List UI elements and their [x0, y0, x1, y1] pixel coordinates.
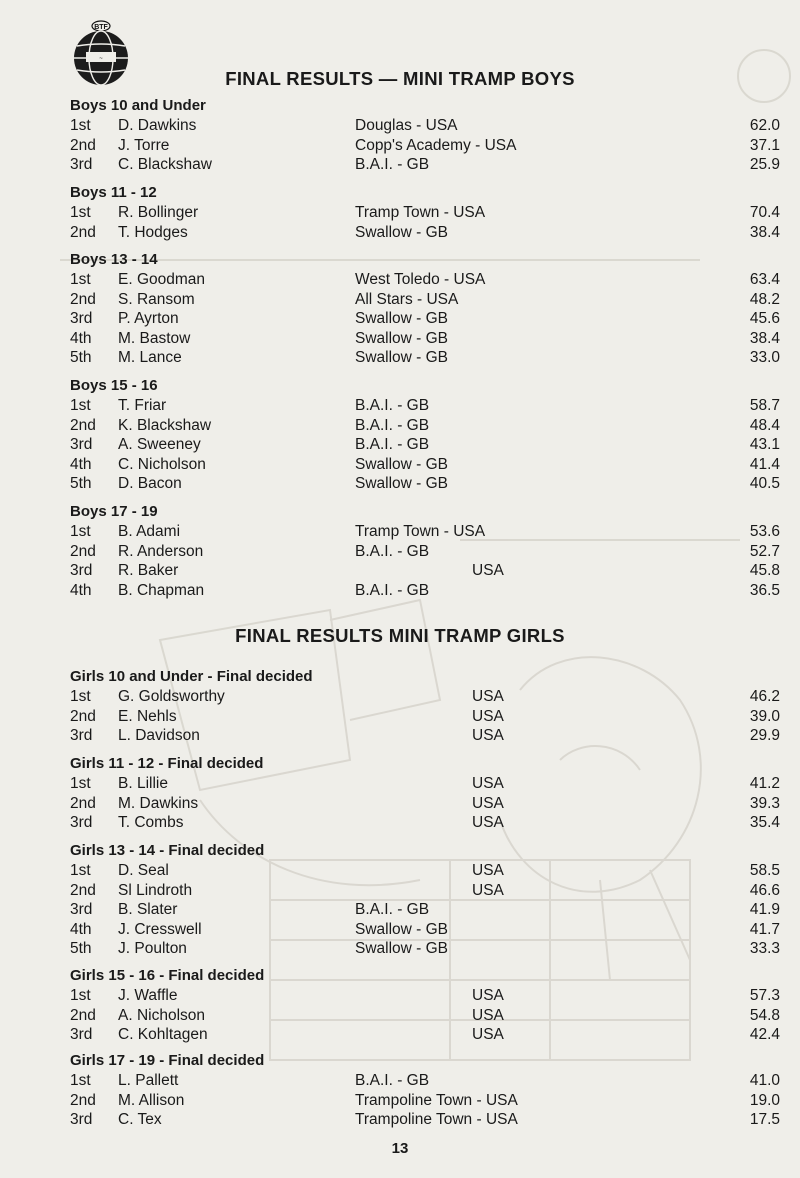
competitor-name: B. Chapman	[118, 581, 205, 599]
score: 17.5	[749, 1111, 780, 1129]
result-row	[0, 987, 800, 1007]
score: 39.3	[749, 794, 780, 812]
club-country: All Stars - USA	[355, 290, 459, 308]
club-country: USA	[472, 1026, 504, 1044]
placing: 2nd	[70, 136, 96, 154]
score: 37.1	[749, 136, 780, 154]
score: 41.7	[749, 920, 780, 938]
competitor-name: R. Anderson	[118, 542, 204, 560]
result-row	[0, 523, 800, 543]
result-row	[0, 814, 800, 834]
result-row	[0, 688, 800, 708]
placing: 2nd	[70, 542, 96, 560]
competitor-name: J. Poulton	[118, 940, 187, 958]
score: 35.4	[749, 814, 780, 832]
result-row	[0, 310, 800, 330]
score: 45.8	[749, 562, 780, 580]
placing: 4th	[70, 920, 92, 938]
competitor-name: B. Adami	[118, 523, 181, 540]
club-country: USA	[472, 688, 504, 705]
result-row	[0, 1026, 800, 1046]
result-row	[0, 882, 800, 902]
placing: 5th	[70, 940, 92, 958]
score: 70.4	[749, 204, 780, 221]
result-row	[0, 475, 800, 495]
result-row	[0, 727, 800, 747]
placing: 3rd	[70, 562, 93, 580]
result-row	[0, 921, 800, 941]
placing: 1st	[70, 397, 91, 414]
placing: 2nd	[70, 290, 96, 308]
placing: 4th	[70, 455, 92, 473]
group-title: Girls 11 - 12 - Final decided	[70, 755, 264, 772]
result-row	[0, 271, 800, 291]
competitor-name: S. Ransom	[118, 290, 195, 308]
score: 43.1	[749, 436, 780, 454]
placing: 1st	[70, 271, 91, 288]
score: 62.0	[749, 117, 780, 134]
placing: 2nd	[70, 794, 96, 812]
competitor-name: E. Nehls	[118, 707, 177, 725]
result-row	[0, 417, 800, 437]
score: 52.7	[749, 542, 780, 560]
score: 46.6	[749, 881, 780, 899]
placing: 3rd	[70, 310, 93, 328]
placing: 1st	[70, 775, 91, 792]
placing: 2nd	[70, 416, 96, 434]
club-country: USA	[472, 862, 504, 879]
club-country: USA	[472, 1006, 504, 1024]
result-row	[0, 436, 800, 456]
placing: 1st	[70, 688, 91, 705]
placing: 4th	[70, 581, 92, 599]
result-row	[0, 543, 800, 563]
club-country: B.A.I. - GB	[355, 156, 430, 174]
placing: 1st	[70, 117, 91, 134]
group-title: Boys 17 - 19	[70, 503, 158, 520]
club-country: Trampoline Town - USA	[355, 1111, 518, 1129]
result-row	[0, 901, 800, 921]
club-country: Douglas - USA	[355, 117, 458, 134]
result-row	[0, 456, 800, 476]
competitor-name: C. Tex	[118, 1111, 162, 1129]
club-country: USA	[472, 562, 504, 580]
competitor-name: C. Kohltagen	[118, 1026, 208, 1044]
club-country: Trampoline Town - USA	[355, 1091, 518, 1109]
competitor-name: C. Nicholson	[118, 455, 206, 473]
page-number: 13	[391, 1140, 409, 1157]
club-country: Swallow - GB	[355, 940, 449, 958]
competitor-name: E. Goodman	[118, 271, 206, 288]
competitor-name: B. Lillie	[118, 775, 168, 792]
club-country: Copp's Academy - USA	[355, 136, 517, 154]
competitor-name: D. Dawkins	[118, 117, 197, 134]
placing: 3rd	[70, 1026, 93, 1044]
score: 40.5	[749, 475, 780, 493]
score: 48.2	[749, 290, 780, 308]
score: 58.5	[749, 862, 780, 879]
club-country: B.A.I. - GB	[355, 901, 430, 919]
club-country: USA	[472, 881, 504, 899]
score: 54.8	[749, 1006, 780, 1024]
score: 45.6	[749, 310, 780, 328]
club-country: USA	[472, 727, 504, 745]
score: 33.3	[749, 940, 780, 958]
club-country: B.A.I. - GB	[355, 1072, 430, 1089]
competitor-name: D. Seal	[118, 862, 169, 879]
score: 33.0	[749, 349, 780, 367]
result-row	[0, 562, 800, 582]
club-country: USA	[472, 707, 504, 725]
club-country: West Toledo - USA	[355, 271, 486, 288]
result-row	[0, 1072, 800, 1092]
club-country: USA	[472, 987, 504, 1004]
result-row	[0, 117, 800, 137]
club-country: B.A.I. - GB	[355, 581, 430, 599]
competitor-name: G. Goldsworthy	[118, 688, 225, 705]
placing: 5th	[70, 475, 92, 493]
competitor-name: M. Allison	[118, 1091, 185, 1109]
competitor-name: A. Nicholson	[118, 1006, 206, 1024]
competitor-name: B. Slater	[118, 901, 178, 919]
placing: 4th	[70, 329, 92, 347]
competitor-name: M. Bastow	[118, 329, 191, 347]
score: 57.3	[749, 987, 780, 1004]
competitor-name: T. Friar	[118, 397, 167, 414]
score: 41.9	[749, 901, 780, 919]
score: 38.4	[749, 223, 780, 241]
score: 63.4	[749, 271, 780, 288]
result-row	[0, 349, 800, 369]
group-title: Girls 17 - 19 - Final decided	[70, 1052, 265, 1069]
placing: 3rd	[70, 727, 93, 745]
club-country: Swallow - GB	[355, 920, 449, 938]
club-country: Swallow - GB	[355, 455, 449, 473]
score: 36.5	[749, 581, 780, 599]
result-row	[0, 224, 800, 244]
club-country: B.A.I. - GB	[355, 416, 430, 434]
club-country: Swallow - GB	[355, 223, 449, 241]
section-heading: FINAL RESULTS MINI TRAMP GIRLS	[235, 625, 565, 646]
placing: 1st	[70, 204, 91, 221]
group-title: Boys 10 and Under	[70, 97, 206, 114]
group-title: Boys 15 - 16	[70, 377, 158, 394]
placing: 3rd	[70, 436, 93, 454]
placing: 2nd	[70, 223, 96, 241]
placing: 3rd	[70, 1111, 93, 1129]
competitor-name: K. Blackshaw	[118, 416, 212, 434]
competitor-name: M. Dawkins	[118, 794, 199, 812]
group-title: Boys 13 - 14	[70, 251, 158, 268]
club-country: Swallow - GB	[355, 310, 449, 328]
competitor-name: D. Bacon	[118, 475, 182, 493]
result-row	[0, 775, 800, 795]
competitor-name: L. Pallett	[118, 1072, 179, 1089]
competitor-name: L. Davidson	[118, 727, 200, 745]
score: 29.9	[749, 727, 780, 745]
result-row	[0, 330, 800, 350]
competitor-name: Sl Lindroth	[118, 881, 193, 899]
group-title: Boys 11 - 12	[70, 184, 157, 201]
competitor-name: R. Baker	[118, 562, 179, 580]
competitor-name: T. Combs	[118, 814, 184, 832]
score: 41.0	[749, 1072, 780, 1089]
section-heading: FINAL RESULTS — MINI TRAMP BOYS	[225, 68, 575, 89]
club-country: B.A.I. - GB	[355, 436, 430, 454]
placing: 3rd	[70, 156, 93, 174]
club-country: Tramp Town - USA	[355, 204, 486, 221]
score: 48.4	[749, 416, 780, 434]
result-row	[0, 862, 800, 882]
result-row	[0, 1092, 800, 1112]
result-row	[0, 582, 800, 602]
placing: 2nd	[70, 1091, 96, 1109]
group-title: Girls 15 - 16 - Final decided	[70, 967, 265, 984]
result-row	[0, 1111, 800, 1131]
placing: 5th	[70, 349, 92, 367]
logo-lettering: BTF	[94, 24, 108, 31]
score: 53.6	[749, 523, 780, 540]
result-row	[0, 204, 800, 224]
competitor-name: T. Hodges	[118, 223, 188, 241]
club-country: B.A.I. - GB	[355, 397, 430, 414]
competitor-name: J. Waffle	[118, 987, 178, 1004]
score: 38.4	[749, 329, 780, 347]
placing: 1st	[70, 987, 91, 1004]
score: 41.2	[749, 775, 780, 792]
placing: 3rd	[70, 814, 93, 832]
placing: 1st	[70, 523, 91, 540]
competitor-name: R. Bollinger	[118, 204, 199, 221]
result-row	[0, 397, 800, 417]
result-row	[0, 156, 800, 176]
score: 19.0	[749, 1091, 780, 1109]
competitor-name: A. Sweeney	[118, 436, 201, 454]
competitor-name: P. Ayrton	[118, 310, 179, 328]
result-row	[0, 291, 800, 311]
competitor-name: M. Lance	[118, 349, 182, 367]
placing: 2nd	[70, 707, 96, 725]
competitor-name: J. Cresswell	[118, 920, 202, 938]
group-title: Girls 10 and Under - Final decided	[70, 668, 313, 685]
club-country: Swallow - GB	[355, 475, 449, 493]
group-title: Girls 13 - 14 - Final decided	[70, 842, 265, 859]
placing: 3rd	[70, 901, 93, 919]
score: 42.4	[749, 1026, 780, 1044]
placing: 2nd	[70, 881, 96, 899]
club-country: Swallow - GB	[355, 329, 449, 347]
competitor-name: J. Torre	[118, 136, 170, 154]
result-row	[0, 137, 800, 157]
score: 25.9	[749, 156, 780, 174]
score: 58.7	[749, 397, 780, 414]
club-country: USA	[472, 814, 504, 832]
competitor-name: C. Blackshaw	[118, 156, 212, 174]
svg-text:~: ~	[99, 56, 103, 62]
score: 41.4	[749, 455, 780, 473]
club-country: USA	[472, 775, 504, 792]
club-country: USA	[472, 794, 504, 812]
club-country: Tramp Town - USA	[355, 523, 486, 540]
result-row	[0, 940, 800, 960]
result-row	[0, 795, 800, 815]
result-row	[0, 1007, 800, 1027]
club-country: B.A.I. - GB	[355, 542, 430, 560]
result-row	[0, 708, 800, 728]
score: 39.0	[749, 707, 780, 725]
score: 46.2	[749, 688, 780, 705]
placing: 2nd	[70, 1006, 96, 1024]
placing: 1st	[70, 1072, 91, 1089]
placing: 1st	[70, 862, 91, 879]
club-country: Swallow - GB	[355, 349, 449, 367]
